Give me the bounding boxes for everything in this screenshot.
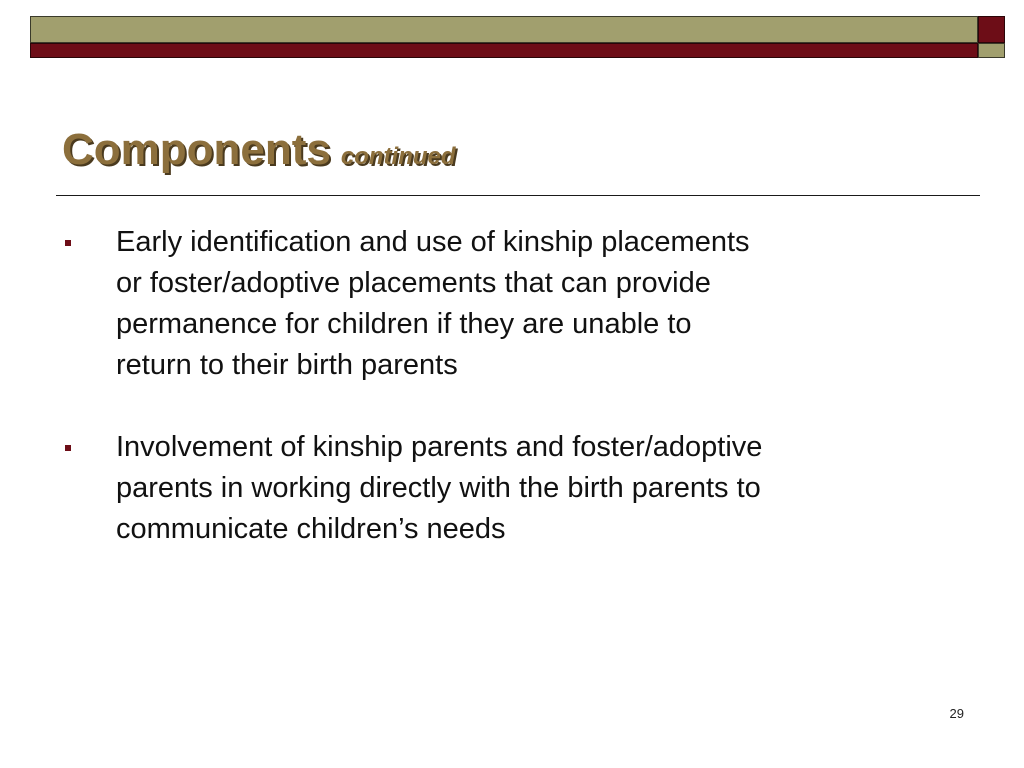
title-main: Components	[62, 125, 331, 174]
title-divider	[56, 195, 980, 196]
bullet-text: Involvement of kinship parents and foster/adoptive parents in working directly with the birth parents to communicate children’s needs	[116, 431, 763, 545]
corner-block-maroon	[978, 16, 1005, 43]
bullet-item	[62, 427, 782, 550]
corner-block-olive	[978, 43, 1005, 58]
slide-title	[62, 125, 456, 174]
bullet-text: Early identification and use of kinship placements or foster/adoptive placements that can provide permanence for children if they are unable to return to their birth parents	[116, 226, 750, 381]
page-number: 29	[949, 706, 964, 721]
bullet-list	[62, 222, 782, 591]
top-banner-olive	[30, 16, 978, 43]
square-bullet-icon	[65, 445, 71, 451]
bullet-item	[62, 222, 782, 386]
title-subtitle: continued	[340, 143, 456, 170]
top-banner-maroon	[30, 43, 978, 58]
square-bullet-icon	[65, 240, 71, 246]
